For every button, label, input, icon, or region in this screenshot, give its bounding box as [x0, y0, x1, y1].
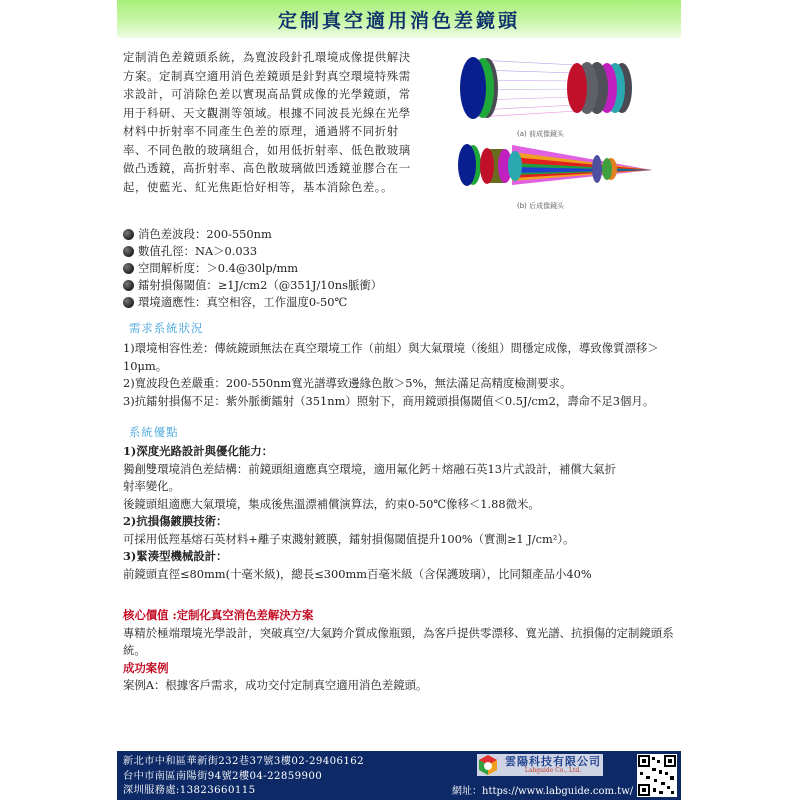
figure-caption-b: (b) 后成像鏡头 — [517, 202, 565, 210]
bullet-dot-icon — [123, 263, 134, 274]
spec-item: 消色差波段：200-550nm — [123, 226, 443, 243]
spec-item: 數值孔徑：NA＞0.033 — [123, 243, 443, 260]
advantage-title: 2)抗損傷鍍膜技術： — [123, 514, 228, 528]
spec-item: 鐳射損傷閾值：≥1J/cm2（@351J/10ns脈衝） — [123, 277, 443, 294]
advantage-title: 1)深度光路設計與優化能力： — [123, 444, 274, 458]
requirement-item: 3)抗鐳射損傷不足：紫外脈衝鐳射（351nm）照射下，商用鏡頭損傷閾值＜0.5J/cm2，壽命不足3個月。 — [123, 393, 655, 408]
spec-item: 環境適應性：真空相容，工作溫度0-50℃ — [123, 294, 443, 311]
address-line: 新北市中和區華新街232巷37號3樓02-29406162 — [123, 756, 364, 767]
advantages-heading: 系統優點 — [129, 425, 179, 439]
qr-code-icon — [637, 754, 677, 797]
figure-caption-a: (a) 前成像鏡头 — [517, 130, 564, 138]
intro-paragraph: 定制消色差鏡頭系統，為寬波段針孔環境成像提供解決方案。定制真空適用消色差鏡頭是針對真空環境特殊需求設計，可消除色差以實現高品質成像的光學鏡頭，常用于科研、天文觀測等領域。根據不同波長光線在光學材料中折射率不同產生色差的原理，通過將不同折射率、不同色散的玻璃組合，如用低折射率、低色散玻璃做凸透鏡，高折射率、高色散玻璃做凹透鏡並膠合在一起，使藍光、紅光焦距恰好相等，基本消除色差。。 — [123, 50, 411, 194]
company-name-en: Labguide Co., Ltd. — [524, 766, 582, 774]
address-line: 深圳服務處:13823660115 — [123, 785, 256, 796]
core-value-label: 核心價值 : — [123, 608, 177, 622]
title-banner — [117, 0, 681, 38]
bullet-dot-icon — [123, 297, 134, 308]
website-link[interactable]: 網址：https://www.labguide.com.tw/ — [452, 786, 634, 797]
requirement-item: 2)寬波段色差嚴重：200-550nm寬光譜導致邊緣色散＞5%，無法滿足高精度檢測要求。 — [123, 376, 572, 390]
spec-list — [123, 226, 443, 311]
advantage-text: 獨創雙環境消色差結構：前鏡頭組適應真空環境，適用氟化鈣＋熔融石英13片式設計，補償大氣折射率變化。 — [123, 461, 616, 493]
page-title: 定制真空適用消色差鏡頭 — [277, 9, 520, 32]
lens-diagram-icon — [447, 45, 682, 215]
address-list — [123, 755, 364, 799]
footer — [117, 751, 681, 800]
bullet-dot-icon — [123, 280, 134, 291]
core-value-text: 專精於極端環境光學設計，突破真空/大氣跨介質成像瓶頸，為客戶提供零漂移、寬光譜、抗損傷的定制鏡頭系統。 — [123, 625, 674, 657]
advantage-title: 3)緊湊型機械設計： — [123, 549, 228, 563]
requirement-item: 1)環境相容性差：傳統鏡頭無法在真空環境工作（前組）與大氣環境（後組）間穩定成像，導致像質漂移＞10μm。 — [123, 341, 659, 373]
requirements-list — [123, 340, 683, 410]
requirements-heading: 需求系統狀況 — [129, 321, 204, 335]
logo-hexagon-icon — [477, 754, 499, 776]
lens-diagram-figure — [447, 45, 682, 215]
advantage-text: 後鏡頭組適應大氣環境，集成後焦溫漂補償演算法，約束0-50℃像移＜1.88微米。 — [123, 496, 540, 511]
bullet-dot-icon — [123, 229, 134, 240]
company-logo — [477, 754, 603, 776]
bullet-dot-icon — [123, 246, 134, 257]
advantages-list — [123, 443, 623, 583]
advantage-text: 可採用低羥基熔石英材料+離子束濺射鍍膜，鐳射損傷閾值提升100%（實測≥1 J/cm²）。 — [123, 531, 575, 546]
datasheet-page — [117, 0, 681, 800]
company-name: 雲陽科技有限公司 — [505, 754, 601, 768]
success-heading: 成功案例 — [123, 660, 169, 675]
success-text: 案例A：根據客戶需求，成功交付定制真空適用消色差鏡頭。 — [123, 678, 428, 692]
address-line: 台中市南區南陽街94號2樓04-22859900 — [123, 770, 323, 782]
advantage-text: 前鏡頭直徑≤80mm(十毫米級)，總長≤300mm百毫米級（含保護玻璃），比同類產品小40% — [123, 566, 592, 581]
core-value-title: 定制化真空消色差解決方案 — [176, 608, 314, 622]
spec-item: 空間解析度：＞0.4@30lp/mm — [123, 260, 443, 277]
core-value-section — [123, 607, 683, 695]
